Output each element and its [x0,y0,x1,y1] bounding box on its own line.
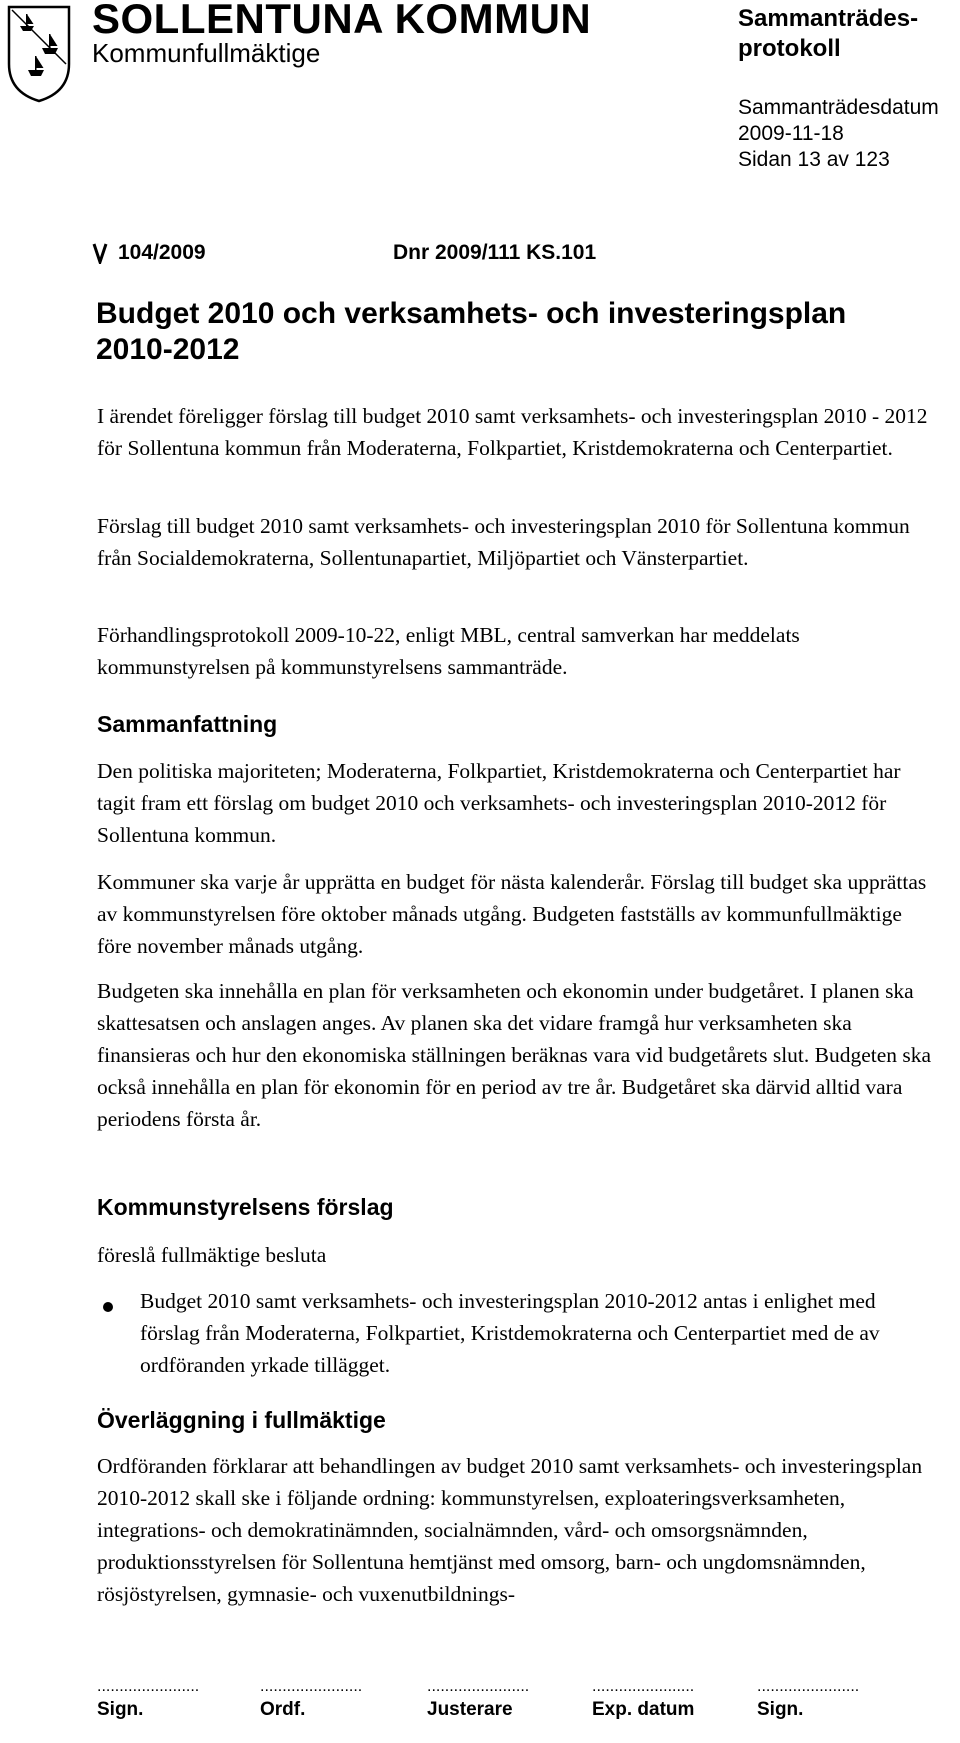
organization-name: SOLLENTUNA KOMMUN [92,0,592,42]
proposal-lead: föreslå fullmäktige besluta [97,1243,327,1267]
signature-line: ....................... [427,1680,530,1694]
signature-line: ....................... [757,1680,860,1694]
adjuster-field [427,1680,567,1722]
debate-paragraph: Ordföranden förklarar att behandlingen av budget 2010 samt verksamhets- och investeringsplan 2010-2012 skall ske i följande ordning: kommunstyrelsen, exploateringsverksamheten, integrations- och demokratinämnden, socialnämnden, vård- och omsorgsnämnden, produktionsstyrelsen för Sollentuna hemtjänst med omsorg, barn- och ungdomsnämnden, rösjöstyrelsen, gymnasie- och vuxenutbildnings- [97,1454,923,1606]
signature-line: ....................... [97,1680,200,1694]
expedition-date-label: Exp. datum [592,1699,695,1720]
adjuster-label: Justerare [427,1699,513,1720]
registration-number: Dnr 2009/111 KS.101 [393,241,597,264]
summary-paragraph-1: Den politiska majoriteten; Moderaterna, Folkpartiet, Kristdemokraterna och Centerpartiet har tagit fram ett förslag om budget 2010 och verksamhets- och investeringsplan 2010-2012 för Sollentuna kommun. [97,759,901,847]
coat-of-arms-logo [6,4,72,104]
bullet-icon [103,1302,113,1312]
intro-paragraph-1: I ärendet föreligger förslag till budget 2010 samt verksamhets- och investeringsplan 2010 - 2012 för Sollentuna kommun från Moderaterna, Folkpartiet, Kristdemokraterna och Centerpartiet. [97,404,928,460]
case-number: 104/2009 [118,241,206,264]
paragraph-marker-icon [92,242,108,264]
intro-paragraph-3: Förhandlingsprotokoll 2009-10-22, enligt MBL, central samverkan har meddelats kommunstyrelsen på kommunstyrelsens sammanträde. [97,623,800,679]
meeting-date-label: Sammanträdesdatum [738,96,939,119]
debate-heading: Överläggning i fullmäktige [97,1407,386,1433]
chairman-label: Ordf. [260,1699,306,1720]
signature-label: Sign. [757,1699,804,1720]
page-title: Budget 2010 och verksamhets- och investeringsplan 2010-2012 [96,297,847,366]
second-signature-field [757,1680,897,1722]
document-type: Sammanträdes- protokoll [738,5,919,62]
summary-paragraph-2: Kommuner ska varje år upprätta en budget för nästa kalenderår. Förslag till budget ska upprättas av kommunstyrelsen före oktober månads utgång. Budgeten fastställs av kommunfullmäktige före november månads utgång. [97,870,927,958]
proposal-bullet: Budget 2010 samt verksamhets- och investeringsplan 2010-2012 antas i enlighet med förslag från Moderaterna, Folkpartiet, Kristdemokraterna och Centerpartiet med de av ordföranden yrkade tillägget. [140,1289,880,1377]
signature-line: ....................... [592,1680,695,1694]
signature-line: ....................... [260,1680,363,1694]
meeting-date: 2009-11-18 [738,122,844,145]
signature-label: Sign. [97,1699,144,1720]
intro-paragraph-2: Förslag till budget 2010 samt verksamhets- och investeringsplan 2010 för Sollentuna kommun från Socialdemokraterna, Sollentunapartiet, Miljöpartiet och Vänsterpartiet. [97,514,910,570]
chairman-field [260,1680,400,1722]
page-number: Sidan 13 av 123 [738,148,890,171]
summary-paragraph-3: Budgeten ska innehålla en plan för verksamheten och ekonomin under budgetåret. I planen ska skattesatsen och anslagen anges. Av planen ska det vidare framgå hur verksamheten ska finansieras och hur den ekonomiska ställningen beräknas vara vid budgetårets slut. Budgeten ska också innehålla en plan för ekonomin för en period av tre år. Budgetåret ska därvid alltid vara periodens första år. [97,979,932,1131]
organization-subtitle: Kommunfullmäktige [92,38,321,68]
summary-heading: Sammanfattning [97,711,278,737]
expedition-date-field [592,1680,732,1722]
signature-field [97,1680,237,1722]
proposal-heading: Kommunstyrelsens förslag [97,1194,394,1220]
